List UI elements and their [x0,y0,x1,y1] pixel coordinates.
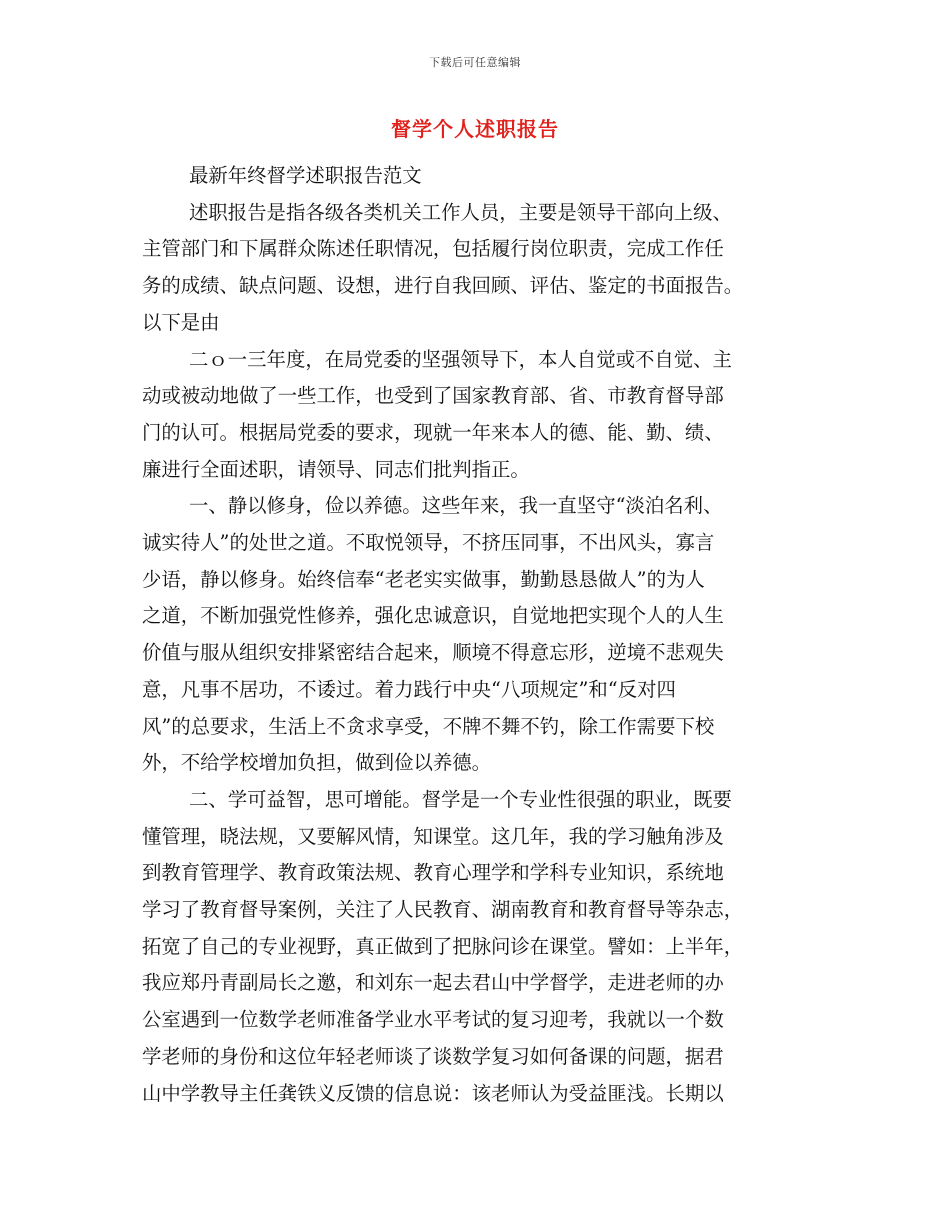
document-body [142,158,812,1112]
paragraph-line: 外，不给学校增加负担，做到俭以养德。 [142,751,492,775]
paragraph-section-one [142,488,812,782]
paragraph-line: 少语，静以修身。始终信奉“老老实实做事，勤勤恳恳做人”的为人 [142,567,705,591]
paragraph-line: 诚实待人”的处世之道。不取悦领导，不挤压同事，不出风头，寡言 [142,531,715,555]
paragraph-section-two [142,782,812,1112]
paragraph-line: 廉进行全面述职，请领导、同志们批判指正。 [142,457,530,481]
paragraph-line: 风”的总要求，生活上不贪求享受，不牌不舞不钓，除工作需要下校 [142,714,715,738]
paragraph-line: 学习了教育督导案例，关注了人民教育、湖南教育和教育督导等杂志， [142,898,744,922]
paragraph-line: 到教育管理学、教育政策法规、教育心理学和学科专业知识，系统地 [142,861,724,885]
paragraph-line: 我应郑丹青副局长之邀，和刘东一起去君山中学督学，走进老师的办 [142,971,724,995]
paragraph-year-summary [142,342,812,489]
paragraph-line: 拓宽了自己的专业视野，真正做到了把脉问诊在课堂。譬如：上半年， [142,934,744,958]
paragraph-line: 门的认可。根据局党委的要求，现就一年来本人的德、能、勤、绩、 [142,420,724,444]
paragraph-line: 二ｏ一三年度，在局党委的坚强领导下，本人自觉或不自觉、主 [189,347,732,371]
paragraph-line: 二、学可益智，思可增能。督学是一个专业性很强的职业，既要 [189,787,732,811]
paragraph-line: 价值与服从组织安排紧密结合起来，顺境不得意忘形，逆境不悲观失 [142,641,724,665]
document-title: 督学个人述职报告 [391,117,559,141]
paragraph-intro [142,195,812,342]
header-note: 下载后可任意编辑 [429,56,521,69]
subtitle-line: 最新年终督学述职报告范文 [189,164,422,187]
document-subtitle [142,158,812,195]
paragraph-line: 懂管理，晓法规，又要解风情，知课堂。这几年，我的学习触角涉及 [142,824,724,848]
paragraph-line: 公室遇到一位数学老师准备学业水平考试的复习迎考，我就以一个数 [142,1008,724,1032]
paragraph-line: 之道，不断加强党性修养，强化忠诚意识，自觉地把实现个人的人生 [142,604,724,628]
paragraph-line: 意，凡事不居功，不诿过。着力践行中央“八项规定”和“反对四 [142,677,676,701]
paragraph-line: 一、静以修身，俭以养德。这些年来，我一直坚守“淡泊名利、 [189,494,723,518]
paragraph-line: 务的成绩、缺点问题、设想，进行自我回顾、评估、鉴定的书面报告。 [142,274,744,298]
paragraph-line: 学老师的身份和这位年轻老师谈了谈数学复习如何备课的问题，据君 [142,1044,724,1068]
paragraph-line: 动或被动地做了一些工作，也受到了国家教育部、省、市教育督导部 [142,384,724,408]
paragraph-line: 以下是由 [142,310,220,334]
paragraph-line: 述职报告是指各级各类机关工作人员，主要是领导干部向上级、 [189,200,732,224]
paragraph-line: 山中学教导主任龚铁义反馈的信息说：该老师认为受益匪浅。长期以 [142,1081,724,1105]
paragraph-line: 主管部门和下属群众陈述任职情况，包括履行岗位职责，完成工作任 [142,237,724,261]
